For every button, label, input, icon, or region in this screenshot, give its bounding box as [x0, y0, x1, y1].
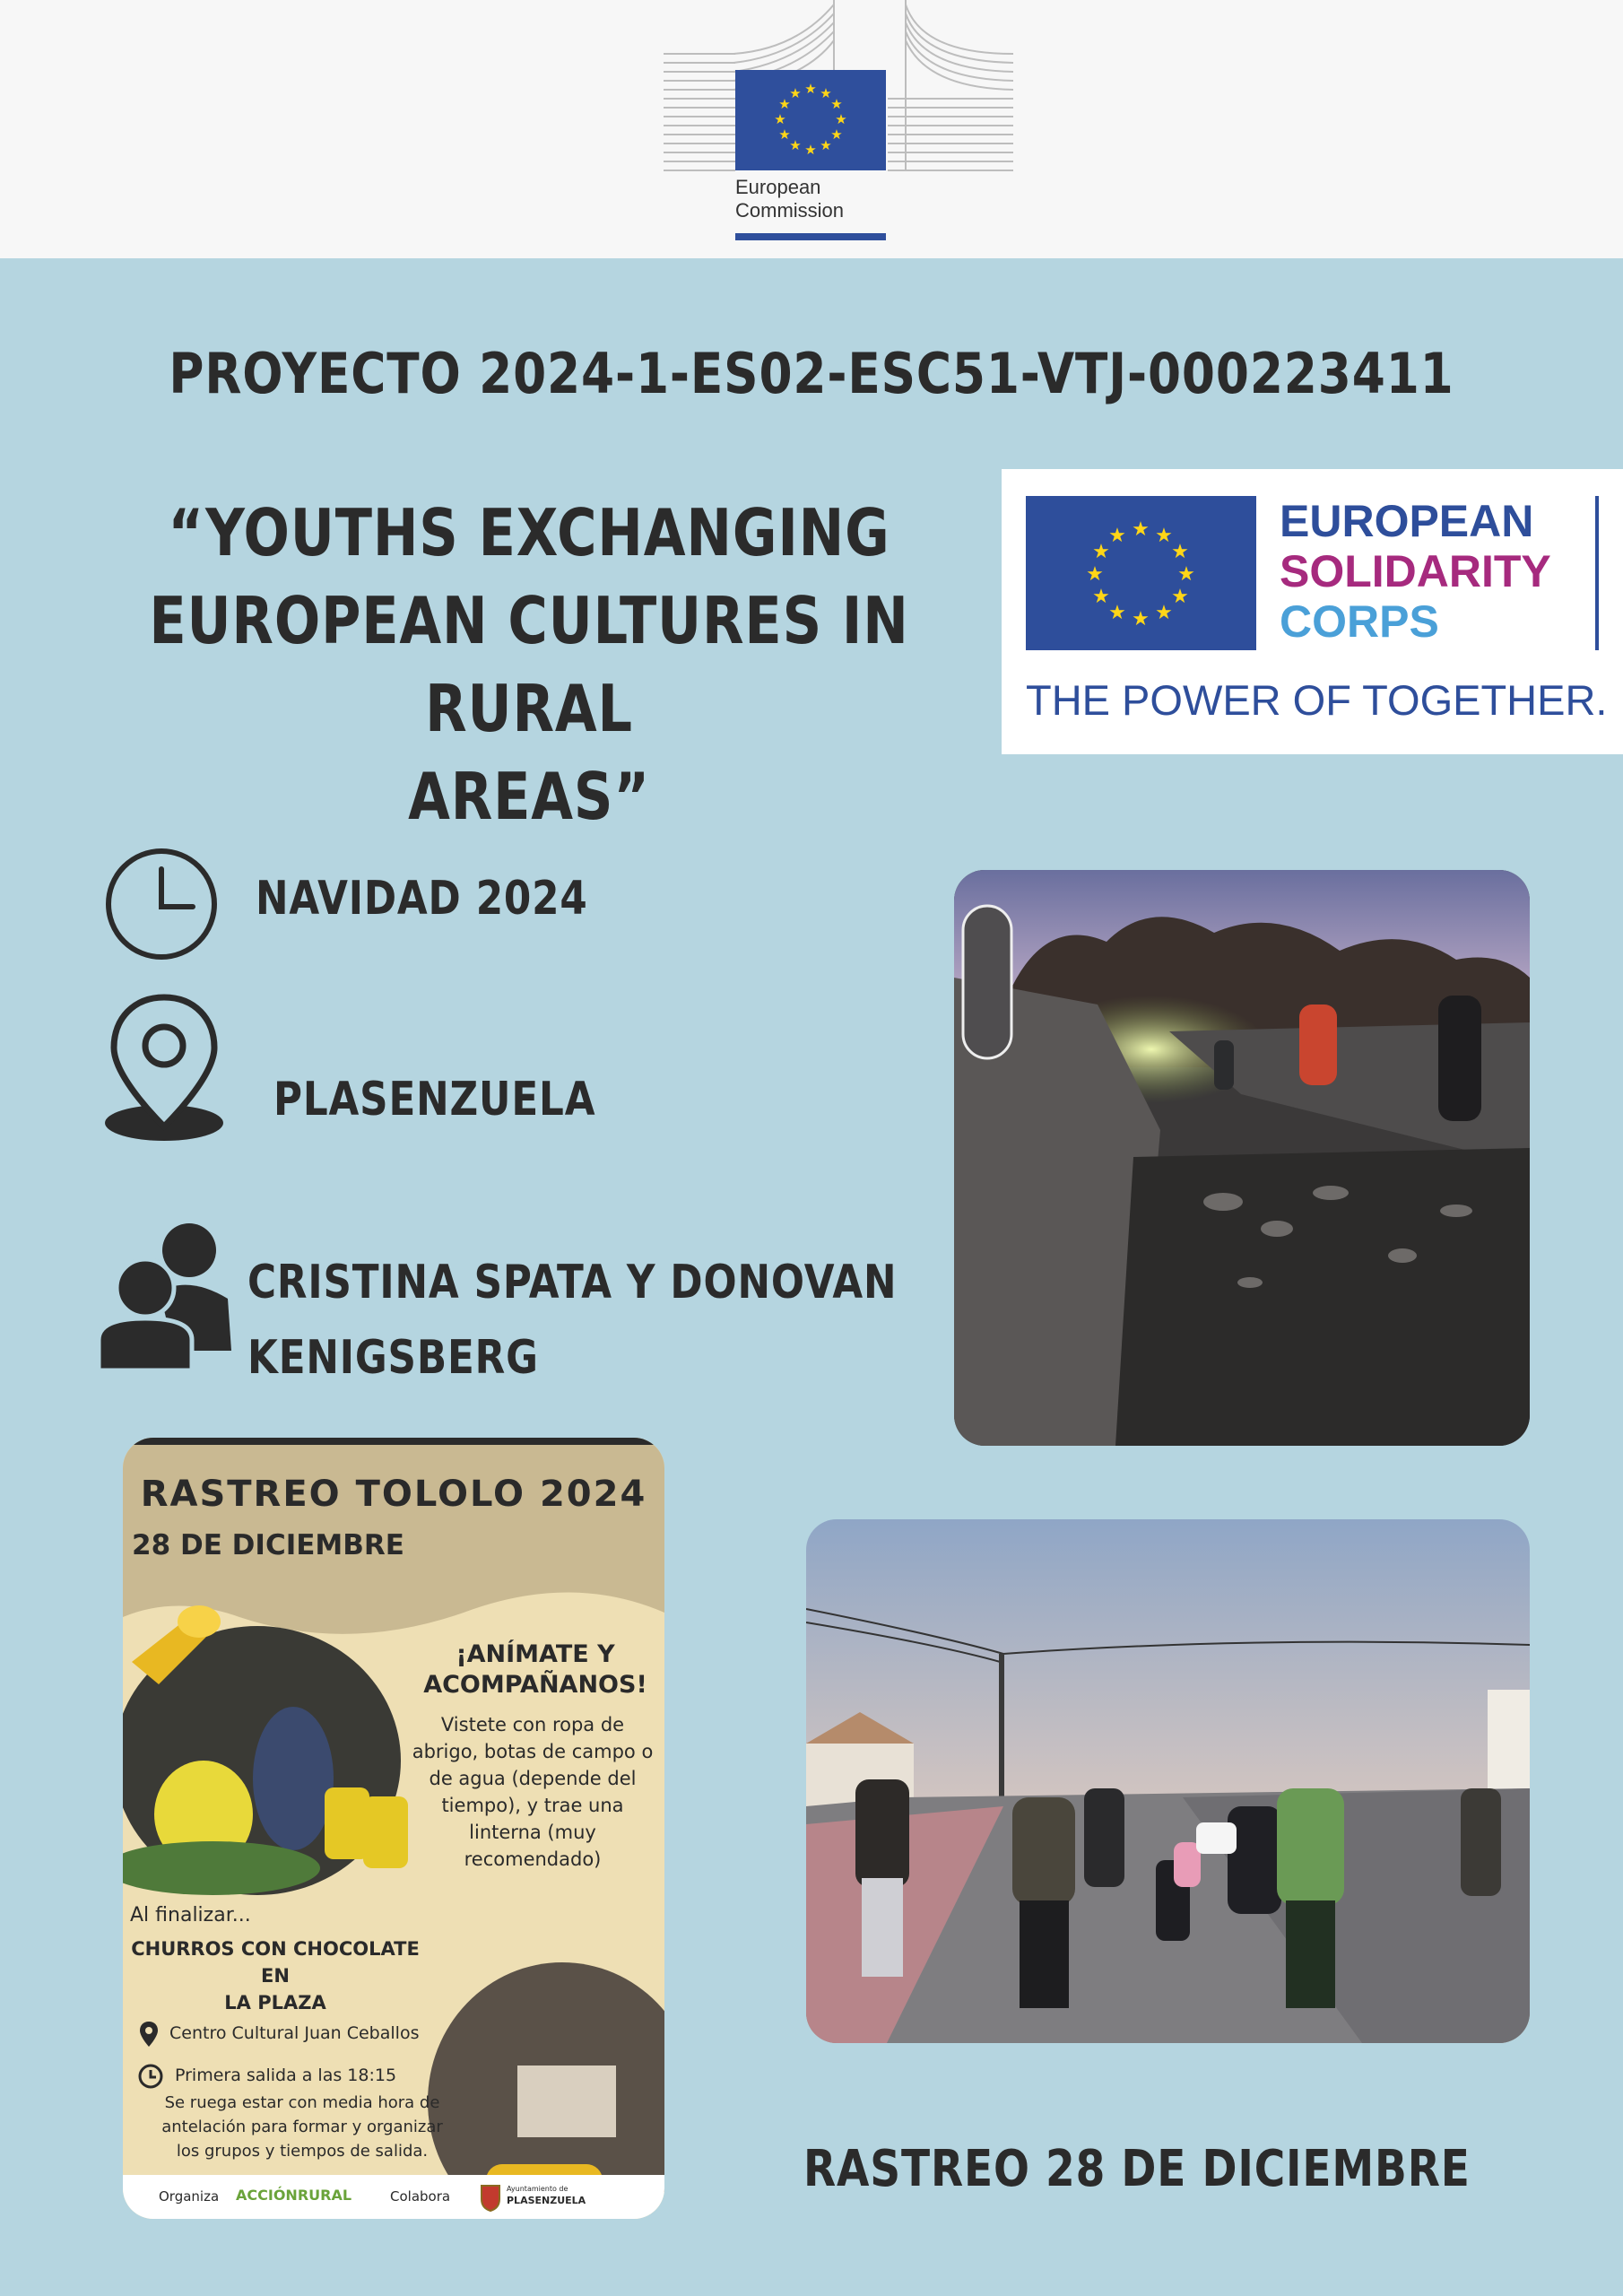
location-text: PLASENZUELA	[273, 1073, 596, 1126]
eu-stars-icon	[1026, 496, 1256, 650]
instruction-line: de agua (depende del	[429, 1768, 637, 1789]
poster-start-time: Primera salida a las 18:15	[175, 2066, 397, 2085]
poster-title: RASTREO TOLOLO 2024	[140, 1474, 647, 1515]
project-code: PROYECTO 2024-1-ES02-ESC51-VTJ-000223411	[169, 341, 1454, 406]
svg-text:★: ★	[830, 96, 843, 112]
svg-text:★: ★	[778, 96, 791, 112]
plasenzuela-crest-icon	[479, 2183, 502, 2212]
title-line-3: AREAS”	[408, 759, 650, 834]
photo-night-walk	[954, 870, 1530, 1446]
svg-text:★: ★	[820, 85, 832, 101]
svg-text:★: ★	[1155, 602, 1173, 624]
svg-text:★: ★	[1177, 563, 1195, 586]
poster-cta-line-2: ACOMPAÑANOS!	[423, 1671, 647, 1699]
people-line-2: KENIGSBERG	[247, 1331, 539, 1385]
people-icon	[95, 1218, 234, 1375]
map-pin-icon	[101, 992, 227, 1143]
svg-text:★: ★	[1132, 608, 1150, 631]
eu-stars-icon	[735, 70, 886, 170]
svg-text:★: ★	[1086, 563, 1104, 586]
svg-text:★: ★	[1092, 586, 1110, 608]
clock-icon	[103, 846, 220, 962]
svg-text:★: ★	[830, 126, 843, 143]
poster-note	[123, 2091, 482, 2163]
ec-logo-line1: European	[735, 176, 821, 198]
poster-finish-intro: Al finalizar...	[130, 1904, 251, 1926]
svg-text:★: ★	[820, 137, 832, 153]
street-walk-image	[806, 1519, 1530, 2043]
note-line: antelación para formar y organizar	[161, 2118, 443, 2136]
esc-tagline: THE POWER OF TOGETHER.	[1026, 676, 1608, 724]
esc-flag	[1026, 496, 1256, 650]
people-text	[247, 1245, 897, 1396]
instruction-line: Vistete con ropa de	[440, 1714, 625, 1735]
ec-logo-underline	[735, 233, 886, 240]
poster-date: 28 DE DICIEMBRE	[132, 1529, 404, 1561]
people-line-1: CRISTINA SPATA Y DONOVAN	[247, 1256, 898, 1309]
date-text: NAVIDAD 2024	[256, 872, 588, 926]
svg-text:★: ★	[1092, 541, 1110, 563]
poster-organiza-logo: ACCIÓNRURAL	[236, 2187, 352, 2204]
page-title	[122, 489, 935, 840]
instruction-line: recomendado)	[464, 1848, 602, 1870]
instruction-line: tiempo), y trae una	[441, 1795, 624, 1816]
svg-text:★: ★	[1108, 602, 1126, 624]
svg-text:★: ★	[1132, 518, 1150, 541]
ec-flag	[735, 70, 886, 170]
note-line: los grupos y tiempos de salida.	[176, 2142, 429, 2161]
esc-divider	[1595, 496, 1599, 650]
photo-caption: RASTREO 28 DE DICIEMBRE	[803, 2140, 1471, 2198]
svg-text:★: ★	[789, 85, 802, 101]
poster-finish-line-2: LA PLAZA	[224, 1992, 326, 2013]
poster-colabora-label: Colabora	[390, 2188, 451, 2205]
poster-organiza-label: Organiza	[159, 2188, 220, 2205]
svg-text:★: ★	[1171, 541, 1189, 563]
svg-text:★: ★	[1155, 525, 1173, 547]
poster-cta-line-1: ¡ANÍMATE Y	[456, 1640, 615, 1668]
poster-finish	[123, 1935, 428, 2016]
poster-venue: Centro Cultural Juan Ceballos	[169, 2023, 420, 2043]
title-line-1: “YOUTHS EXCHANGING	[168, 495, 890, 570]
svg-text:★: ★	[1108, 525, 1126, 547]
european-commission-logo	[662, 0, 1013, 244]
photo-street-walk	[806, 1519, 1530, 2043]
svg-text:★: ★	[1171, 586, 1189, 608]
svg-text:★: ★	[789, 137, 802, 153]
svg-text:★: ★	[835, 111, 847, 127]
european-solidarity-corps-logo	[1002, 469, 1623, 754]
rastreo-poster	[123, 1438, 664, 2219]
svg-text:★: ★	[804, 81, 817, 97]
esc-word-corps: CORPS	[1280, 596, 1439, 647]
start-clock-icon	[137, 2063, 164, 2090]
venue-pin-icon	[139, 2021, 159, 2048]
poster-cta	[406, 1639, 664, 1700]
title-line-2: EUROPEAN CULTURES IN RURAL	[149, 583, 909, 746]
esc-word-european: EUROPEAN	[1280, 496, 1534, 546]
poster-colabora-small: Ayuntamiento de	[507, 2185, 568, 2193]
poster-colabora-name: PLASENZUELA	[507, 2195, 586, 2206]
poster-instructions	[401, 1711, 664, 1873]
esc-word-solidarity: SOLIDARITY	[1280, 546, 1551, 596]
instruction-line: linterna (muy	[469, 1822, 596, 1843]
note-line: Se ruega estar con media hora de	[164, 2093, 440, 2112]
svg-text:★: ★	[778, 126, 791, 143]
poster-finish-line-1: CHURROS CON CHOCOLATE EN	[131, 1938, 420, 1987]
svg-text:★: ★	[804, 142, 817, 158]
ec-logo-line2: Commission	[735, 199, 845, 222]
night-walk-image	[954, 870, 1530, 1446]
svg-text:★: ★	[774, 111, 786, 127]
instruction-line: abrigo, botas de campo o	[412, 1741, 654, 1762]
ec-logo-text	[735, 176, 886, 222]
